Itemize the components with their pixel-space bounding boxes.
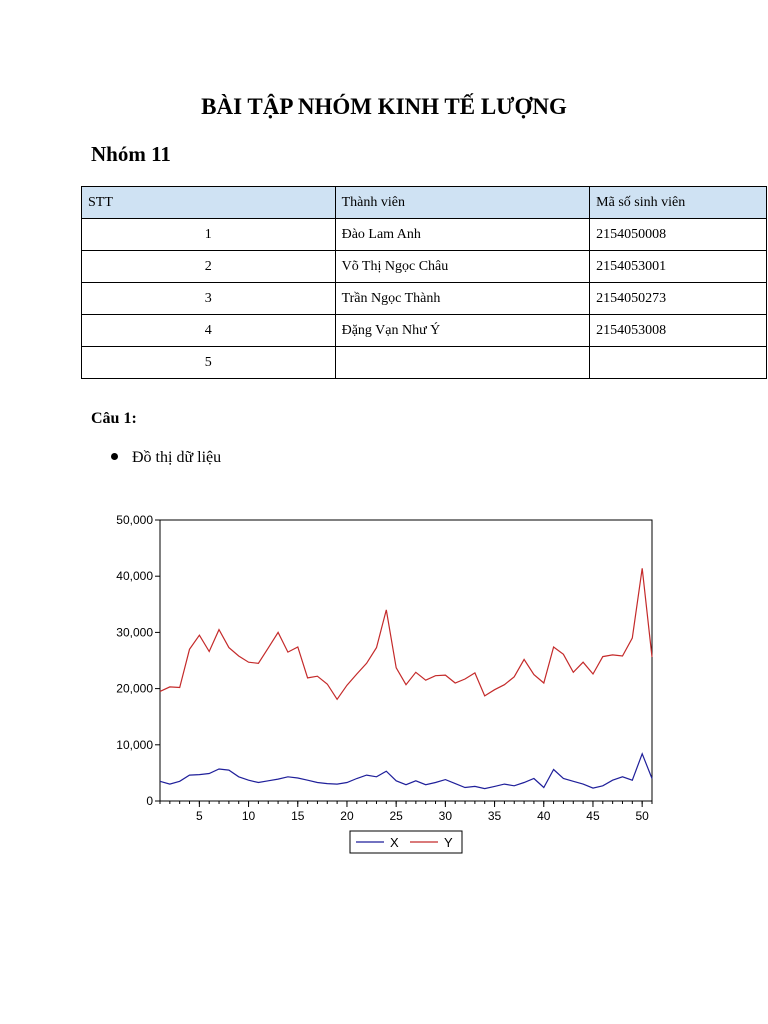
header-student-id: Mã số sinh viên — [590, 187, 767, 219]
table-row — [82, 347, 767, 379]
y-tick-label: 10,000 — [116, 737, 153, 752]
cell-stt: 4 — [82, 315, 336, 347]
series-line-x — [160, 754, 652, 789]
x-tick-label: 45 — [586, 809, 600, 823]
x-tick-label: 5 — [196, 809, 203, 823]
x-tick-label: 20 — [340, 809, 354, 823]
bullet-dot-icon — [111, 453, 118, 460]
cell-student-id: 2154053001 — [590, 251, 767, 283]
question-heading: Câu 1: — [91, 410, 137, 427]
table-row — [82, 251, 767, 283]
group-heading: Nhóm 11 — [91, 142, 171, 166]
plot-frame — [160, 520, 652, 801]
cell-member: Võ Thị Ngọc Châu — [335, 251, 590, 283]
cell-member: Trần Ngọc Thành — [335, 283, 590, 315]
series-line-y — [160, 568, 652, 699]
cell-stt: 1 — [82, 219, 336, 251]
x-tick-label: 25 — [389, 809, 403, 823]
bullet-text: Đồ thị dữ liệu — [132, 449, 222, 466]
y-tick-label: 0 — [146, 794, 153, 808]
document-title: BÀI TẬP NHÓM KINH TẾ LƯỢNG — [201, 94, 567, 119]
legend-label-x: X — [390, 835, 399, 850]
cell-student-id — [590, 347, 767, 379]
y-tick-label: 30,000 — [116, 625, 153, 640]
y-tick-label: 20,000 — [116, 681, 153, 696]
x-tick-label: 15 — [291, 809, 305, 823]
cell-member: Đặng Vạn Như Ý — [335, 315, 590, 347]
bullet-item — [111, 449, 221, 467]
table-row — [82, 315, 767, 347]
members-table — [81, 186, 767, 379]
line-chart — [90, 505, 670, 855]
x-tick-label: 10 — [241, 809, 256, 823]
cell-member — [335, 347, 590, 379]
cell-student-id: 2154050273 — [590, 283, 767, 315]
x-tick-label: 30 — [438, 809, 453, 823]
legend-label-y: Y — [444, 835, 453, 850]
cell-member: Đào Lam Anh — [335, 219, 590, 251]
cell-student-id: 2154053008 — [590, 315, 767, 347]
y-tick-label: 50,000 — [116, 513, 153, 527]
x-tick-label: 35 — [487, 809, 502, 823]
cell-stt: 3 — [82, 283, 336, 315]
table-row — [82, 283, 767, 315]
cell-stt: 2 — [82, 251, 336, 283]
header-stt: STT — [82, 187, 336, 219]
header-member: Thành viên — [335, 187, 590, 219]
y-tick-label: 40,000 — [116, 569, 153, 584]
table-row — [82, 219, 767, 251]
table-header-row — [82, 187, 767, 219]
cell-stt: 5 — [82, 347, 336, 379]
x-tick-label: 50 — [635, 809, 649, 823]
cell-student-id: 2154050008 — [590, 219, 767, 251]
x-tick-label: 40 — [537, 809, 551, 823]
